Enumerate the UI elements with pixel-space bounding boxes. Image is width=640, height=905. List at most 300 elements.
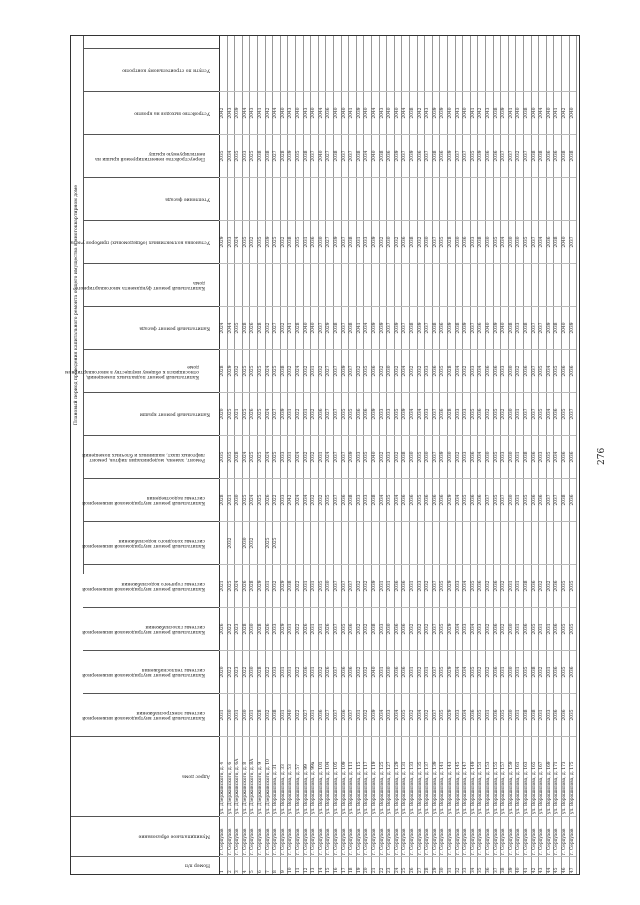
address-cell: ул. Ворошилова, д. 161 xyxy=(515,736,523,816)
year-cell: 2037 xyxy=(333,564,341,607)
municipality-cell: г. Серпухов xyxy=(371,816,379,856)
year-cell: 2030 xyxy=(508,478,516,521)
year-cell: 2034 xyxy=(546,392,554,435)
year-cell xyxy=(325,177,333,220)
municipality-cell: г. Серпухов xyxy=(409,816,417,856)
year-cell: 2037 xyxy=(348,564,356,607)
year-cell: 2025 xyxy=(272,220,280,263)
address-cell: ул. Ворошилова, д. 153 xyxy=(485,736,493,816)
year-cell: 2033 xyxy=(455,693,463,736)
year-cell: 2033 xyxy=(462,392,470,435)
year-cell: 2037 xyxy=(432,607,440,650)
year-cell: 2021 xyxy=(219,564,227,607)
year-cell: 2037 xyxy=(531,306,539,349)
year-cell xyxy=(455,177,463,220)
column-header-12 xyxy=(65,349,219,392)
year-cell: 2039 xyxy=(447,134,455,177)
year-cell xyxy=(447,521,455,564)
year-cell: 2034 xyxy=(455,349,463,392)
year-cell: 2040 xyxy=(363,91,371,134)
year-cell: 2028 xyxy=(249,564,257,607)
year-cell: 2031 xyxy=(515,478,523,521)
year-cell: 2030 xyxy=(227,693,235,736)
year-cell: 2038 xyxy=(523,693,531,736)
year-cell: 2035 xyxy=(439,220,447,263)
year-cell: 2037 xyxy=(432,435,440,478)
year-cell: 2036 xyxy=(546,134,554,177)
year-cell: 2031 xyxy=(234,693,242,736)
year-cell: 2028 xyxy=(257,607,265,650)
year-cell: 2022 xyxy=(295,607,303,650)
year-cell xyxy=(234,263,242,306)
municipality-cell: г. Серпухов xyxy=(462,816,470,856)
year-cell: 2039 xyxy=(493,306,501,349)
year-cell: 2036 xyxy=(493,650,501,693)
year-cell: 2037 xyxy=(348,349,356,392)
year-cell: 2036 xyxy=(553,564,561,607)
row-number: 38 xyxy=(500,856,508,874)
year-cell: 2033 xyxy=(379,392,387,435)
year-cell: 2036 xyxy=(348,650,356,693)
municipality-cell: г. Серпухов xyxy=(447,816,455,856)
year-cell xyxy=(493,177,501,220)
year-cell: 2035 xyxy=(493,478,501,521)
year-cell: 2042 xyxy=(265,91,273,134)
year-cell: 2032 xyxy=(280,220,288,263)
municipality-cell: г. Серпухов xyxy=(561,816,569,856)
year-cell xyxy=(371,177,379,220)
year-cell: 2035 xyxy=(401,693,409,736)
year-cell: 2036 xyxy=(401,650,409,693)
year-cell: 2035 xyxy=(341,392,349,435)
year-cell: 2034 xyxy=(363,306,371,349)
row-number: 37 xyxy=(493,856,501,874)
year-cell: 2036 xyxy=(356,392,364,435)
municipality-cell: г. Серпухов xyxy=(546,816,554,856)
year-cell: 2036 xyxy=(417,134,425,177)
year-cell xyxy=(280,521,288,564)
year-cell: 2033 xyxy=(546,693,554,736)
year-cell xyxy=(356,263,364,306)
year-cell: 2030 xyxy=(455,220,463,263)
row-number: 31 xyxy=(447,856,455,874)
year-cell: 2032 xyxy=(485,650,493,693)
year-cell: 2035 xyxy=(561,564,569,607)
year-cell: 2036 xyxy=(493,134,501,177)
year-cell xyxy=(500,521,508,564)
year-cell: 2039 xyxy=(439,91,447,134)
year-cell: 2034 xyxy=(455,607,463,650)
year-cell: 2032 xyxy=(394,349,402,392)
row-number: 7 xyxy=(265,856,273,874)
year-cell: 2032 xyxy=(424,607,432,650)
row-number: 14 xyxy=(318,856,326,874)
year-cell xyxy=(272,263,280,306)
year-cell: 2038 xyxy=(272,693,280,736)
year-cell: 2023 xyxy=(234,650,242,693)
year-cell xyxy=(363,263,371,306)
year-cell xyxy=(417,521,425,564)
year-cell: 2030 xyxy=(386,650,394,693)
year-cell xyxy=(493,263,501,306)
year-cell: 2036 xyxy=(470,478,478,521)
year-cell: 2036 xyxy=(341,693,349,736)
year-cell: 2036 xyxy=(538,478,546,521)
year-cell: 2035 xyxy=(439,693,447,736)
year-cell: 2037 xyxy=(341,435,349,478)
year-cell xyxy=(386,521,394,564)
year-cell: 2042 xyxy=(219,91,227,134)
year-cell: 2025 xyxy=(249,134,257,177)
year-cell: 2037 xyxy=(386,306,394,349)
year-cell: 2038 xyxy=(508,306,516,349)
address-cell: ул. Ворошилова, д. 165 xyxy=(531,736,539,816)
year-cell: 2031 xyxy=(546,607,554,650)
year-cell xyxy=(234,521,242,564)
year-cell: 2036 xyxy=(561,693,569,736)
year-cell: 2037 xyxy=(569,220,577,263)
year-cell xyxy=(462,521,470,564)
year-cell: 2036 xyxy=(553,693,561,736)
year-cell xyxy=(333,263,341,306)
year-cell: 2038 xyxy=(523,306,531,349)
year-cell: 2028 xyxy=(242,306,250,349)
municipality-cell: г. Серпухов xyxy=(500,816,508,856)
year-cell: 2037 xyxy=(432,392,440,435)
year-cell: 2041 xyxy=(287,306,295,349)
municipality-cell: г. Серпухов xyxy=(356,816,364,856)
year-cell: 2032 xyxy=(538,650,546,693)
column-header-label: Ремонт, замена, модернизация лифтов, ремонт лифтовых шахт, машинных и блочных помещений xyxy=(81,452,205,463)
year-cell: 2030 xyxy=(325,564,333,607)
year-cell: 2034 xyxy=(500,220,508,263)
year-cell: 2031 xyxy=(303,392,311,435)
year-cell: 2028 xyxy=(257,650,265,693)
year-cell: 2035 xyxy=(553,349,561,392)
year-cell: 2037 xyxy=(348,134,356,177)
year-cell: 2027 xyxy=(303,693,311,736)
address-cell: ул. Ворошилова, д. 131 xyxy=(401,736,409,816)
header-super-title: Плановый период проведения капитального ремонта общего имущества в многоквартирном доме xyxy=(71,36,84,574)
year-cell: 2036 xyxy=(394,564,402,607)
year-cell: 2036 xyxy=(553,392,561,435)
year-cell: 2038 xyxy=(523,564,531,607)
year-cell: 2036 xyxy=(485,349,493,392)
year-cell: 2037 xyxy=(333,435,341,478)
year-cell: 2036 xyxy=(553,134,561,177)
year-cell: 2038 xyxy=(303,134,311,177)
address-cell: ул. Ворошилова, д. 157 xyxy=(500,736,508,816)
year-cell: 2036 xyxy=(531,435,539,478)
year-cell: 2033 xyxy=(455,564,463,607)
year-cell xyxy=(409,521,417,564)
year-cell: 2035 xyxy=(477,693,485,736)
year-cell: 2031 xyxy=(303,564,311,607)
municipality-cell: г. Серпухов xyxy=(318,816,326,856)
year-cell: 2038 xyxy=(287,220,295,263)
address-cell: ул. Дзержинского, д. 8А xyxy=(249,736,257,816)
year-cell: 2039 xyxy=(569,306,577,349)
year-cell: 2034 xyxy=(470,607,478,650)
row-number: 33 xyxy=(462,856,470,874)
municipality-cell: г. Серпухов xyxy=(257,816,265,856)
address-cell: ул. Ворошилова, д. 127 xyxy=(386,736,394,816)
year-cell xyxy=(569,177,577,220)
row-number: 13 xyxy=(310,856,318,874)
year-cell xyxy=(379,177,387,220)
year-cell: 2031 xyxy=(310,607,318,650)
row-number: 5 xyxy=(249,856,257,874)
year-cell: 2039 xyxy=(265,220,273,263)
year-cell xyxy=(553,263,561,306)
year-cell: 2035 xyxy=(295,134,303,177)
year-cell: 2037 xyxy=(531,349,539,392)
year-cell: 2036 xyxy=(439,392,447,435)
column-header-label: Адрес дома xyxy=(181,774,210,780)
address-cell: ул. Ворошилова, д. 119 xyxy=(371,736,379,816)
year-cell: 2029 xyxy=(447,564,455,607)
year-cell: 2025 xyxy=(257,478,265,521)
schedule-table xyxy=(65,35,580,875)
address-cell: ул. Ворошилова, д. 99а xyxy=(310,736,318,816)
year-cell: 2039 xyxy=(379,306,387,349)
column-header-label: Номер п/п xyxy=(184,863,210,869)
row-number: 3 xyxy=(234,856,242,874)
year-cell: 2032 xyxy=(310,478,318,521)
row-number: 10 xyxy=(287,856,295,874)
year-cell: 2031 xyxy=(287,435,295,478)
year-cell: 2035 xyxy=(493,220,501,263)
year-cell: 2036 xyxy=(523,607,531,650)
year-cell: 2034 xyxy=(363,134,371,177)
year-cell xyxy=(287,263,295,306)
row-number: 2 xyxy=(227,856,235,874)
year-cell: 2044 xyxy=(401,91,409,134)
column-header-label: Услуги по строительному контролю xyxy=(122,67,210,73)
year-cell: 2031 xyxy=(287,392,295,435)
year-cell: 2031 xyxy=(500,650,508,693)
address-cell: ул. Ворошилова, д. 163 xyxy=(523,736,531,816)
year-cell: 2031 xyxy=(515,435,523,478)
column-header-2 xyxy=(71,816,219,856)
year-cell xyxy=(432,177,440,220)
address-cell: ул. Ворошилова, д. 104 xyxy=(325,736,333,816)
year-cell xyxy=(401,521,409,564)
column-header-19 xyxy=(83,48,219,91)
year-cell: 2036 xyxy=(477,306,485,349)
year-cell xyxy=(561,177,569,220)
year-cell: 2036 xyxy=(439,134,447,177)
year-cell: 2037 xyxy=(401,134,409,177)
year-cell: 2032 xyxy=(249,521,257,564)
year-cell: 2033 xyxy=(280,435,288,478)
year-cell: 2032 xyxy=(287,349,295,392)
year-cell: 2040 xyxy=(531,91,539,134)
year-cell: 2031 xyxy=(515,650,523,693)
row-number: 17 xyxy=(341,856,349,874)
year-cell: 2025 xyxy=(272,435,280,478)
year-cell: 2034 xyxy=(394,478,402,521)
year-cell: 2035 xyxy=(561,607,569,650)
year-cell: 2036 xyxy=(310,220,318,263)
address-cell: ул. Дзержинского, д. 9 xyxy=(257,736,265,816)
year-cell: 2038 xyxy=(432,134,440,177)
year-cell xyxy=(242,263,250,306)
year-cell: 2038 xyxy=(401,435,409,478)
row-number: 30 xyxy=(439,856,447,874)
municipality-cell: г. Серпухов xyxy=(325,816,333,856)
municipality-cell: г. Серпухов xyxy=(295,816,303,856)
year-cell xyxy=(523,263,531,306)
year-cell: 2032 xyxy=(417,650,425,693)
year-cell: 2033 xyxy=(386,693,394,736)
year-cell xyxy=(485,177,493,220)
year-cell: 2025 xyxy=(272,349,280,392)
year-cell: 2038 xyxy=(523,435,531,478)
year-cell: 2030 xyxy=(508,650,516,693)
year-cell: 2030 xyxy=(485,220,493,263)
address-cell: ул. Ворошилова, д. 99 xyxy=(303,736,311,816)
year-cell: 2032 xyxy=(462,349,470,392)
year-cell: 2032 xyxy=(356,650,364,693)
year-cell: 2039 xyxy=(371,693,379,736)
year-cell xyxy=(303,177,311,220)
year-cell: 2031 xyxy=(379,564,387,607)
year-cell: 2024 xyxy=(265,349,273,392)
year-cell: 2026 xyxy=(219,607,227,650)
year-cell: 2033 xyxy=(272,650,280,693)
year-cell xyxy=(447,177,455,220)
year-cell: 2028 xyxy=(242,607,250,650)
year-cell xyxy=(348,177,356,220)
year-cell xyxy=(500,263,508,306)
row-number: 15 xyxy=(325,856,333,874)
column-header-15 xyxy=(70,220,219,263)
column-header-label: Капитальный ремонт фасада xyxy=(139,325,210,331)
year-cell xyxy=(485,521,493,564)
year-cell: 2032 xyxy=(310,392,318,435)
year-cell xyxy=(424,177,432,220)
municipality-cell: г. Серпухов xyxy=(379,816,387,856)
address-cell: ул. Ворошилова, д. 143 xyxy=(447,736,455,816)
year-cell: 2024 xyxy=(242,435,250,478)
year-cell: 2025 xyxy=(249,349,257,392)
year-cell xyxy=(508,263,516,306)
year-cell: 2032 xyxy=(417,349,425,392)
year-cell: 2026 xyxy=(265,607,273,650)
year-cell: 2029 xyxy=(280,607,288,650)
year-cell: 2031 xyxy=(310,564,318,607)
year-cell: 2029 xyxy=(447,478,455,521)
year-cell: 2038 xyxy=(531,134,539,177)
year-cell: 2036 xyxy=(462,220,470,263)
year-cell: 2036 xyxy=(318,693,326,736)
year-cell xyxy=(386,177,394,220)
column-header-11 xyxy=(83,392,219,435)
year-cell: 2036 xyxy=(318,392,326,435)
year-cell: 2037 xyxy=(553,478,561,521)
year-cell: 2043 xyxy=(455,91,463,134)
year-cell: 2042 xyxy=(561,91,569,134)
year-cell xyxy=(227,177,235,220)
year-cell xyxy=(432,521,440,564)
year-cell: 2032 xyxy=(303,435,311,478)
column-header-9 xyxy=(83,478,219,521)
municipality-cell: г. Серпухов xyxy=(333,816,341,856)
year-cell: 2038 xyxy=(455,306,463,349)
year-cell: 2039 xyxy=(371,392,379,435)
year-cell: 2032 xyxy=(409,693,417,736)
year-cell xyxy=(561,263,569,306)
column-header-label: Капитальный ремонт крыши xyxy=(139,411,210,417)
year-cell: 2041 xyxy=(356,306,364,349)
address-cell: ул. Ворошилова, д. 147 xyxy=(462,736,470,816)
year-cell: 2035 xyxy=(523,478,531,521)
year-cell: 2040 xyxy=(447,91,455,134)
year-cell: 2032 xyxy=(318,349,326,392)
row-number: 18 xyxy=(348,856,356,874)
year-cell xyxy=(287,177,295,220)
municipality-cell: г. Серпухов xyxy=(348,816,356,856)
municipality-cell: г. Серпухов xyxy=(341,816,349,856)
year-cell: 2040 xyxy=(561,220,569,263)
year-cell: 2031 xyxy=(265,564,273,607)
year-cell: 2042 xyxy=(417,91,425,134)
year-cell: 2037 xyxy=(523,392,531,435)
year-cell: 2036 xyxy=(386,134,394,177)
year-cell: 2033 xyxy=(280,478,288,521)
year-cell: 2031 xyxy=(508,564,516,607)
year-cell: 2036 xyxy=(531,478,539,521)
year-cell xyxy=(462,177,470,220)
year-cell xyxy=(401,177,409,220)
year-cell xyxy=(295,263,303,306)
year-cell xyxy=(318,521,326,564)
year-cell: 2043 xyxy=(485,91,493,134)
year-cell: 2031 xyxy=(379,650,387,693)
year-cell: 2032 xyxy=(379,220,387,263)
year-cell: 2031 xyxy=(280,693,288,736)
year-cell: 2032 xyxy=(363,564,371,607)
municipality-cell: г. Серпухов xyxy=(569,816,577,856)
address-cell: ул. Ворошилова, д. 117 xyxy=(363,736,371,816)
address-cell: ул. Ворошилова, д. 159 xyxy=(508,736,516,816)
municipality-cell: г. Серпухов xyxy=(219,816,227,856)
municipality-cell: г. Серпухов xyxy=(280,816,288,856)
year-cell: 2038 xyxy=(432,306,440,349)
year-cell: 2038 xyxy=(561,134,569,177)
year-cell: 2039 xyxy=(477,134,485,177)
year-cell: 2036 xyxy=(432,349,440,392)
column-header-label: Капитальный ремонт внутридомовой инженерной системы водоотведения xyxy=(81,495,205,506)
year-cell: 2040 xyxy=(318,134,326,177)
year-cell: 2033 xyxy=(386,392,394,435)
year-cell: 2036 xyxy=(546,220,554,263)
year-cell: 2032 xyxy=(227,521,235,564)
year-cell: 2032 xyxy=(417,220,425,263)
year-cell: 2033 xyxy=(470,220,478,263)
year-cell: 2037 xyxy=(538,306,546,349)
year-cell xyxy=(455,521,463,564)
year-cell: 2022 xyxy=(295,650,303,693)
year-cell: 2021 xyxy=(234,392,242,435)
year-cell: 2034 xyxy=(455,650,463,693)
year-cell: 2030 xyxy=(424,435,432,478)
year-cell xyxy=(515,177,523,220)
year-cell: 2035 xyxy=(470,134,478,177)
year-cell: 2037 xyxy=(333,693,341,736)
year-cell: 2025 xyxy=(242,478,250,521)
